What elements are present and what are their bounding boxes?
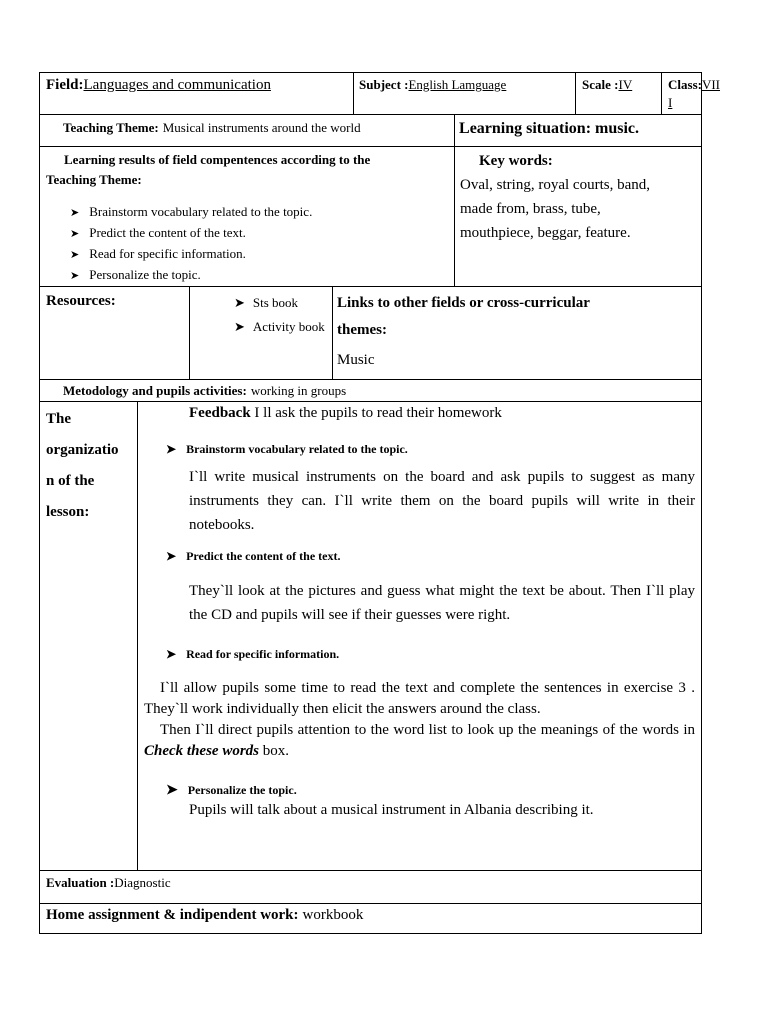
links-value: Music <box>337 352 375 368</box>
links-cell <box>333 287 702 380</box>
class-value-2: I <box>668 95 673 110</box>
learning-situation-cell <box>455 115 702 147</box>
arrow-bullet-icon: ➤ <box>70 249 80 261</box>
teaching-theme-value: Musical instruments around the world <box>162 120 361 135</box>
class-cell <box>662 73 721 115</box>
resources-label-cell <box>40 287 190 380</box>
teaching-theme-cell <box>40 115 455 147</box>
keywords-line-1: Oval, string, royal courts, band, <box>460 177 650 193</box>
subject-value: English Lamguage <box>408 77 507 92</box>
organization-label-2: organizatio <box>46 442 119 458</box>
arrow-bullet-icon: ➤ <box>234 319 245 334</box>
feedback-line <box>144 402 695 423</box>
feedback-text: I ll ask the pupils to read their homework <box>250 405 502 421</box>
methodology-value: working in groups <box>250 383 347 398</box>
scale-value: IV <box>618 77 633 92</box>
links-label-1: Links to other fields or cross-curricular <box>337 295 590 311</box>
learning-results-title-1: Learning results of field compentences according to the <box>64 152 371 167</box>
subject-label: Subject : <box>359 77 409 92</box>
resources-list-cell <box>190 287 333 380</box>
evaluation-cell <box>40 871 702 904</box>
step-1-heading: ➤ Brainstorm vocabulary related to the topic. <box>166 442 408 456</box>
teaching-theme-label: Teaching Theme: <box>63 120 159 135</box>
arrow-bullet-icon: ➤ <box>234 295 245 310</box>
field-label: Field: <box>46 77 84 93</box>
arrow-bullet-icon: ➤ <box>70 207 80 219</box>
learning-results-cell <box>40 147 455 287</box>
arrow-bullet-icon: ➤ <box>70 270 80 282</box>
feedback-label: Feedback <box>189 405 251 421</box>
resource-item: ➤ Sts book <box>234 295 299 310</box>
arrow-bullet-icon: ➤ <box>166 549 177 563</box>
field-cell <box>40 73 354 115</box>
arrow-bullet-icon: ➤ <box>70 228 80 240</box>
learning-results-list <box>46 202 454 286</box>
step-3-text-1: I`ll allow pupils some time to read the text and complete the sentences in exercise 3 . They`ll work individually then elicit the answers around the class. <box>144 680 696 717</box>
lesson-plan-table <box>39 72 721 934</box>
check-these-words: Check these words <box>144 743 260 759</box>
home-assignment-value: workbook <box>302 907 364 923</box>
organization-label-4: lesson: <box>46 504 90 520</box>
keywords-label: Key words: <box>479 153 553 169</box>
step-4-heading: ➤ Personalize the topic. <box>166 783 297 798</box>
evaluation-label: Evaluation : <box>46 875 115 890</box>
methodology-label: Metodology and pupils activities: <box>63 383 247 398</box>
subject-cell <box>354 73 576 115</box>
scale-cell <box>576 73 662 115</box>
step-2-text: They`ll look at the pictures and guess what might the text be about. Then I`ll play the CD and pupils will see if their guesses were right. <box>189 583 696 623</box>
step-2-heading: ➤ Predict the content of the text. <box>166 549 341 563</box>
links-label-2: themes: <box>337 322 387 338</box>
keywords-cell <box>455 147 702 287</box>
lesson-steps-cell <box>138 402 702 871</box>
resource-item: ➤ Activity book <box>234 319 325 334</box>
step-3-heading: ➤ Read for specific information. <box>166 647 340 661</box>
arrow-bullet-icon: ➤ <box>166 647 177 661</box>
list-item: ➤ Brainstorm vocabulary related to the topic. <box>70 204 313 219</box>
step-4-text: Pupils will talk about a musical instrument in Albania describing it. <box>189 802 594 818</box>
list-item: ➤ Predict the content of the text. <box>70 225 246 240</box>
home-assignment-cell <box>40 904 702 934</box>
keywords-line-2: made from, brass, tube, <box>460 201 601 217</box>
organization-label-1: The <box>46 411 72 427</box>
class-value-1: VII <box>701 77 721 92</box>
lesson-plan-document <box>39 72 721 934</box>
scale-label: Scale : <box>582 77 619 92</box>
field-value: Languages and communication <box>83 77 271 93</box>
keywords-line-3: mouthpiece, beggar, feature. <box>460 225 631 241</box>
list-item: ➤ Personalize the topic. <box>70 267 201 282</box>
class-label: Class: <box>668 77 702 92</box>
step-3-text-2: Then I`ll direct pupils attention to the word list to look up the meanings of the words in Check these words box. <box>144 722 696 759</box>
step-1-text: I`ll write musical instruments on the board and ask pupils to suggest as many instruments they can. I`ll write them on the board pupils will write in their notebooks. <box>189 469 696 533</box>
learning-results-title-2: Teaching Theme: <box>46 172 142 187</box>
home-assignment-label: Home assignment & indipendent work: <box>46 907 299 923</box>
evaluation-value: Diagnostic <box>114 875 171 890</box>
list-item: ➤ Read for specific information. <box>70 246 246 261</box>
methodology-cell <box>40 380 702 402</box>
arrow-bullet-icon: ➤ <box>166 442 177 456</box>
organization-label-cell <box>40 402 138 871</box>
organization-label-3: n of the <box>46 473 95 489</box>
resources-label: Resources: <box>46 293 116 309</box>
arrow-bullet-icon: ➤ <box>166 783 178 798</box>
learning-situation: Learning situation: music. <box>459 120 640 137</box>
